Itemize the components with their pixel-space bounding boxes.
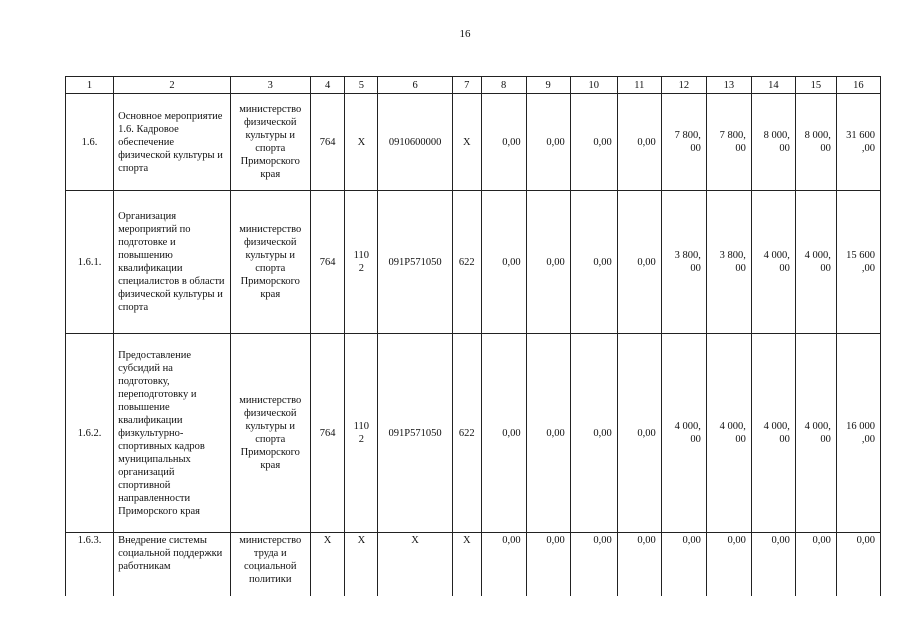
amount-col-9: 0,00 xyxy=(526,191,570,334)
amount-col-12: 4 000, 00 xyxy=(661,334,706,533)
amount-col-14: 8 000, 00 xyxy=(751,94,795,191)
amount-col-11: 0,00 xyxy=(617,334,661,533)
table-row xyxy=(66,334,881,533)
column-number: 8 xyxy=(481,77,526,94)
column-number: 10 xyxy=(570,77,617,94)
amount-col-13: 4 000, 00 xyxy=(706,334,751,533)
code-col-6: 0910600000 xyxy=(378,94,453,191)
budget-table xyxy=(65,76,881,596)
row-number: 1.6. xyxy=(66,94,114,191)
code-col-6: 091P571050 xyxy=(378,191,453,334)
code-col-5: 110 2 xyxy=(345,191,378,334)
code-col-4: 764 xyxy=(310,334,345,533)
column-number: 7 xyxy=(452,77,481,94)
column-number: 4 xyxy=(310,77,345,94)
code-col-4: X xyxy=(310,533,345,597)
amount-col-14: 0,00 xyxy=(751,533,795,597)
code-col-5: 110 2 xyxy=(345,334,378,533)
amount-col-14: 4 000, 00 xyxy=(751,191,795,334)
column-number: 3 xyxy=(230,77,310,94)
amount-col-13: 3 800, 00 xyxy=(706,191,751,334)
amount-col-8: 0,00 xyxy=(481,191,526,334)
amount-col-9: 0,00 xyxy=(526,334,570,533)
activity-name: Внедрение системы социальной поддержки работникам xyxy=(114,533,231,597)
amount-col-15: 4 000, 00 xyxy=(795,191,836,334)
row-number: 1.6.1. xyxy=(66,191,114,334)
column-number: 15 xyxy=(795,77,836,94)
column-number: 6 xyxy=(378,77,453,94)
column-number: 16 xyxy=(836,77,880,94)
executor: министерство физической культуры и спорта Приморского края xyxy=(230,191,310,334)
amount-col-12: 0,00 xyxy=(661,533,706,597)
amount-col-16: 15 600 ,00 xyxy=(836,191,880,334)
code-col-6: 091P571050 xyxy=(378,334,453,533)
column-number: 1 xyxy=(66,77,114,94)
activity-name: Основное мероприятие 1.6. Кадровое обеспечение физической культуры и спорта xyxy=(114,94,231,191)
code-col-7: 622 xyxy=(452,334,481,533)
amount-col-14: 4 000, 00 xyxy=(751,334,795,533)
activity-name: Организация мероприятий по подготовке и повышению квалификации специалистов в области физической культуры и спорта xyxy=(114,191,231,334)
code-col-4: 764 xyxy=(310,94,345,191)
executor: министерство труда и социальной политики xyxy=(230,533,310,597)
table-row xyxy=(66,191,881,334)
column-number: 11 xyxy=(617,77,661,94)
column-number: 14 xyxy=(751,77,795,94)
column-number-row xyxy=(66,77,881,94)
amount-col-16: 16 000 ,00 xyxy=(836,334,880,533)
amount-col-8: 0,00 xyxy=(481,94,526,191)
amount-col-13: 0,00 xyxy=(706,533,751,597)
amount-col-12: 7 800, 00 xyxy=(661,94,706,191)
amount-col-10: 0,00 xyxy=(570,533,617,597)
column-number: 5 xyxy=(345,77,378,94)
activity-name: Предоставление субсидий на подготовку, переподготовку и повышение квалификации физкультурно-спортивных кадров муниципальных организаций спортивной направленности Приморского края xyxy=(114,334,231,533)
amount-col-16: 31 600 ,00 xyxy=(836,94,880,191)
table-row xyxy=(66,94,881,191)
amount-col-8: 0,00 xyxy=(481,533,526,597)
amount-col-15: 8 000, 00 xyxy=(795,94,836,191)
page-number: 16 xyxy=(459,28,471,40)
code-col-5: X xyxy=(345,94,378,191)
amount-col-9: 0,00 xyxy=(526,533,570,597)
table-row xyxy=(66,533,881,597)
amount-col-10: 0,00 xyxy=(570,94,617,191)
executor: министерство физической культуры и спорта Приморского края xyxy=(230,334,310,533)
row-number: 1.6.3. xyxy=(66,533,114,597)
amount-col-11: 0,00 xyxy=(617,533,661,597)
amount-col-16: 0,00 xyxy=(836,533,880,597)
code-col-7: X xyxy=(452,533,481,597)
column-number: 13 xyxy=(706,77,751,94)
column-number: 2 xyxy=(114,77,231,94)
amount-col-11: 0,00 xyxy=(617,191,661,334)
executor: министерство физической культуры и спорта Приморского края xyxy=(230,94,310,191)
amount-col-8: 0,00 xyxy=(481,334,526,533)
code-col-4: 764 xyxy=(310,191,345,334)
column-number: 9 xyxy=(526,77,570,94)
amount-col-15: 4 000, 00 xyxy=(795,334,836,533)
amount-col-10: 0,00 xyxy=(570,334,617,533)
amount-col-11: 0,00 xyxy=(617,94,661,191)
code-col-5: X xyxy=(345,533,378,597)
code-col-7: 622 xyxy=(452,191,481,334)
amount-col-9: 0,00 xyxy=(526,94,570,191)
amount-col-12: 3 800, 00 xyxy=(661,191,706,334)
row-number: 1.6.2. xyxy=(66,334,114,533)
code-col-6: X xyxy=(378,533,453,597)
column-number: 12 xyxy=(661,77,706,94)
amount-col-10: 0,00 xyxy=(570,191,617,334)
code-col-7: X xyxy=(452,94,481,191)
amount-col-15: 0,00 xyxy=(795,533,836,597)
amount-col-13: 7 800, 00 xyxy=(706,94,751,191)
table-container xyxy=(65,76,881,596)
